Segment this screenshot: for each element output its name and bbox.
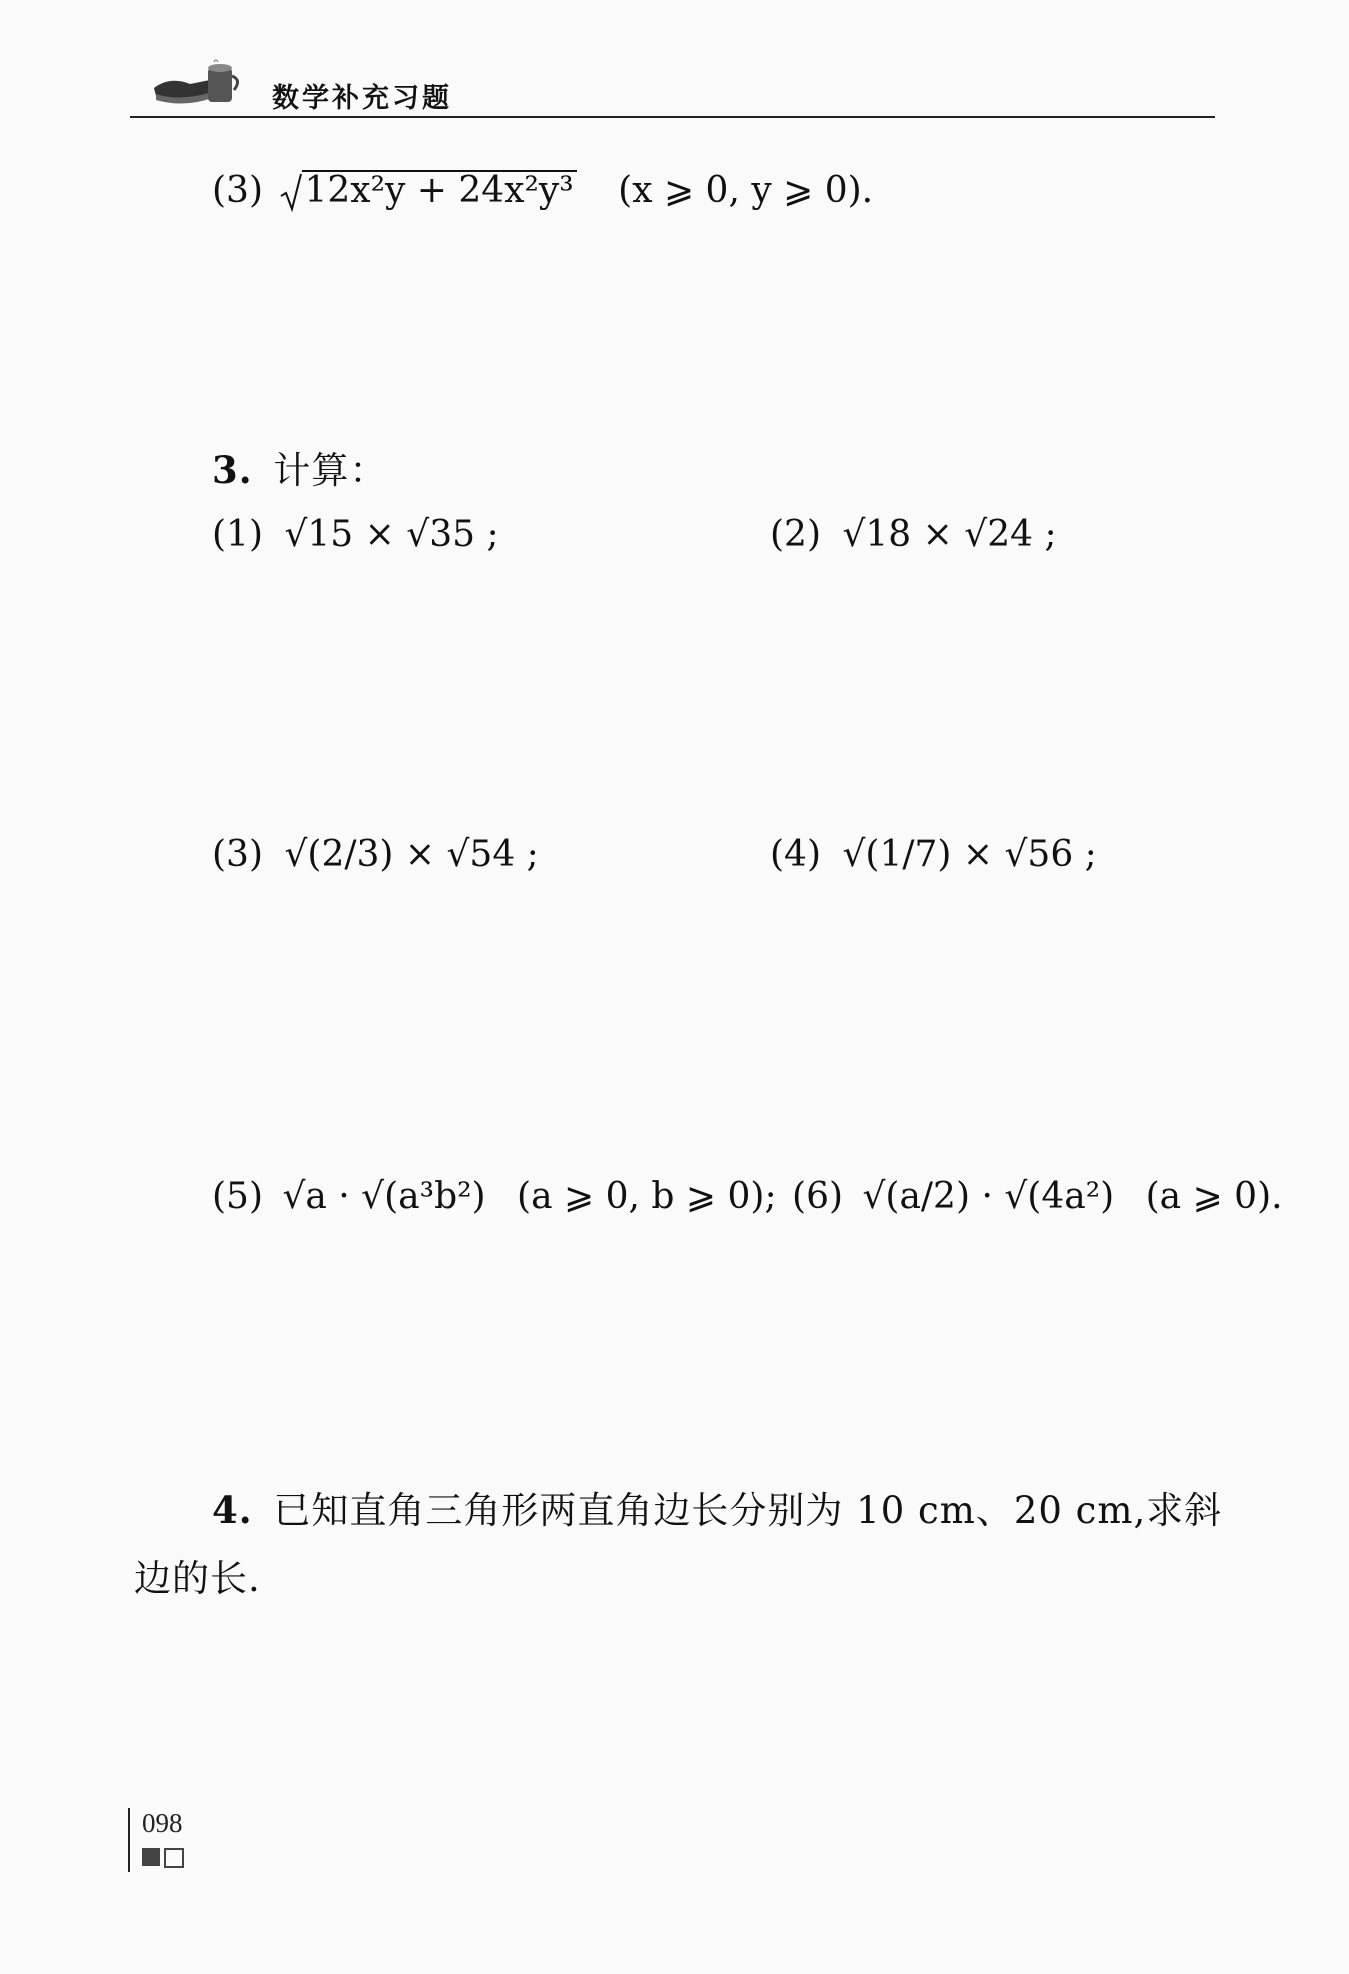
problem-3-item-1 (212, 514, 499, 555)
book-and-cup-icon (150, 58, 242, 110)
item-expression: √(a/2) · √(4a²) (862, 1176, 1115, 1217)
header-title: 数学补充习题 (272, 83, 452, 114)
problem-2-part-3 (212, 170, 873, 212)
problem-number: 3. (212, 448, 253, 492)
item-expression: √18 × √24 ; (842, 514, 1057, 555)
item-expression: √(2/3) × √54 ; (284, 834, 539, 875)
item-expression: √(1/7) × √56 ; (842, 834, 1097, 875)
problem-text-continued: 边的长. (134, 1557, 261, 1600)
item-label: (3) (212, 834, 263, 875)
item-label: (1) (212, 514, 263, 555)
item-condition: (a ⩾ 0). (1145, 1176, 1283, 1217)
item-label: (6) (792, 1176, 844, 1217)
problem-3-heading (212, 440, 387, 494)
problem-title: 计算： (273, 449, 388, 492)
item-label: (5) (212, 1176, 263, 1217)
item-label: (4) (770, 834, 821, 875)
radicand: 12x²y + 24x²y³ (302, 170, 576, 210)
empty-square-icon (164, 1848, 184, 1868)
page-number: 098 (142, 1808, 183, 1838)
item-label: (2) (770, 514, 821, 555)
filled-square-icon (142, 1848, 160, 1866)
problem-text: 已知直角三角形两直角边长分别为 10 cm、20 cm,求斜 (273, 1489, 1223, 1532)
item-expression: √a · √(a³b²) (282, 1176, 486, 1217)
problem-3-item-2 (770, 514, 1057, 555)
problem-3-item-4 (770, 834, 1097, 875)
item-expression: √15 × √35 ; (284, 514, 499, 555)
header-rule (130, 116, 1215, 118)
problem-number: 4. (212, 1488, 253, 1532)
header (0, 0, 1349, 125)
problem-3-items-5-6 (212, 1176, 1283, 1217)
condition: (x ⩾ 0, y ⩾ 0). (618, 170, 874, 211)
item-label: (3) (212, 170, 263, 211)
problem-4-line-2 (134, 1548, 261, 1602)
footer (128, 1808, 208, 1878)
problem-4-line-1 (212, 1480, 1222, 1534)
sqrt-radical-icon (280, 172, 302, 212)
footer-vertical-rule (128, 1808, 130, 1872)
item-condition: (a ⩾ 0, b ⩾ 0); (517, 1176, 777, 1217)
problem-3-item-3 (212, 834, 539, 875)
